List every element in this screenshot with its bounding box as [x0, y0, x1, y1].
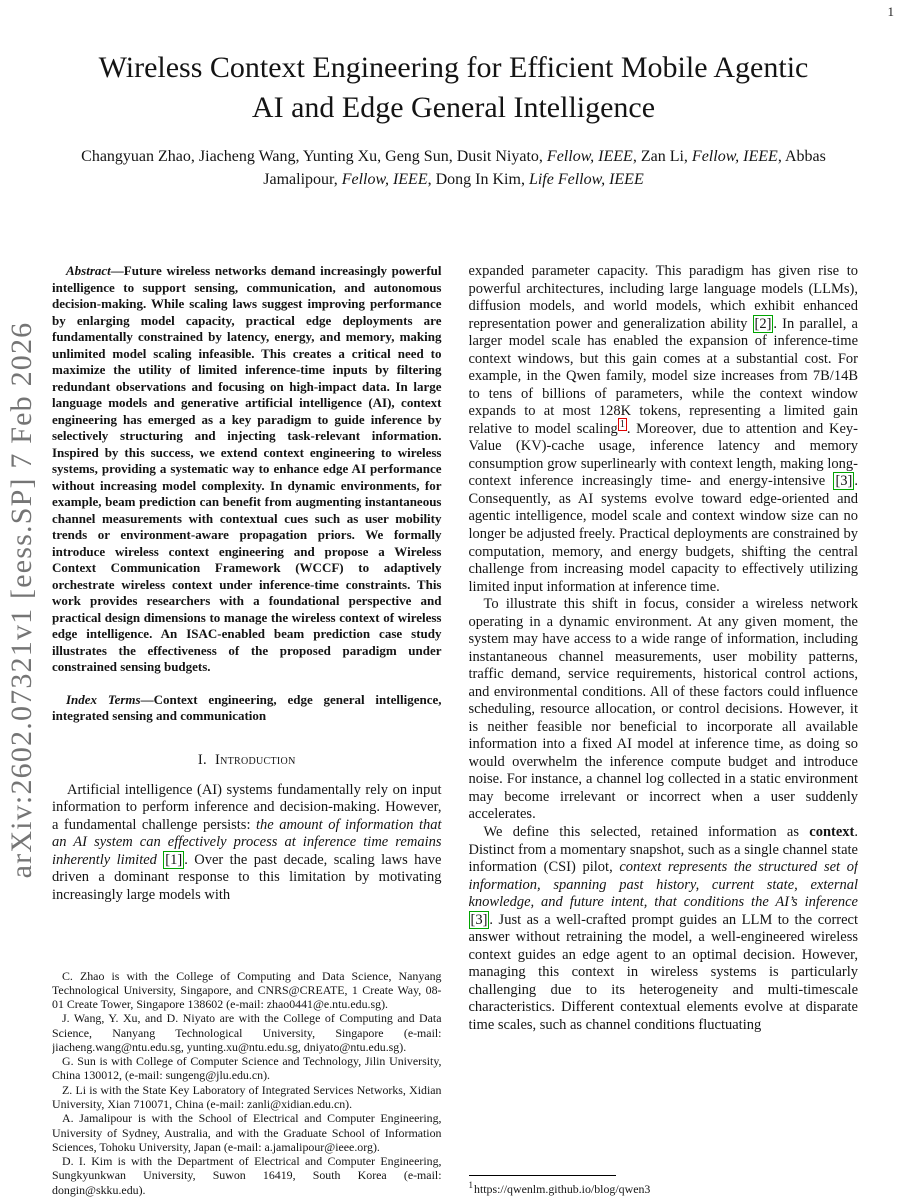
text-run: To illustrate this shift in focus, consider a wireless network operating in a dynamic environment. At any given moment, the system may have access to a wide range of information, including instantaneous channel measurements, user mobility patterns, traffic demand, service requirements, historical control actions, and environmental conditions. All of these factors could influence scheduling, resource allocation, or control decisions. However, it is neither feasible nor beneficial to incorporate all available information into a fixed AI model at inference time, as doing so would overwhelm the inference compute budget and introduce noise. For instance, a channel log collected in a static environment may become irrelevant or incorrect when a user suddenly accelerates. — [468, 596, 858, 823]
italic-text: the amount of information that an AI system can effectively process at inference time remains inherently limited — [52, 816, 442, 868]
footnote-block — [469, 1175, 859, 1197]
citation-link[interactable]: [2] — [754, 315, 772, 332]
text-run: expanded parameter capacity. This paradigm has given rise to powerful architectures, including large language models (LLMs), diffusion models, and world models, which exhibit enhanced representation power and generalization ability — [468, 263, 858, 332]
text-run: . Over the past decade, scaling laws have driven a dominant response to this limitation by motivating increasingly large models with — [52, 851, 442, 903]
intro-cont-paragraph-2 — [469, 596, 859, 824]
paper-title: Wireless Context Engineering for Efficient Mobile Agentic AI and Edge General Intelligence — [98, 51, 809, 124]
italic-text: context represents the structured set of information, spanning past history, current state, external knowledge, and future intent, that conditions the AI’s inference — [468, 859, 858, 911]
intro-cont-paragraph-1 — [469, 263, 859, 596]
footnote-url[interactable]: https://qwenlm.github.io/blog/qwen3 — [474, 1182, 651, 1196]
intro-cont-paragraph-3 — [469, 824, 859, 1034]
abstract-paragraph — [52, 263, 442, 676]
affiliation-note: D. I. Kim is with the Department of Electrical and Computer Engineering, Sungkyunkwan University, Suwon 16419, South Korea (e-mail: dongin@skku.edu). — [52, 1154, 442, 1197]
italic-text: Fellow, IEEE — [341, 170, 428, 188]
text-run: . In parallel, a larger model scale has enabled the expansion of inference-time context windows, but this gain comes at a substantial cost. For example, in the Qwen family, model size increases from 7B/14B to tens of billions of parameters, while the context window expands to at most 128K tokens, representing a limited gain relative to model scaling — [468, 315, 858, 437]
affiliation-note: C. Zhao is with the College of Computing and Data Science, Nanyang Technological University, Singapore, and CNRS@CREATE, 1 Create Way, 08-01 Create Tower, Singapore 138602 (e-mail: zhao0441@e.ntu.edu.sg). — [52, 968, 442, 1012]
author-list — [58, 145, 850, 191]
text-run: —Future wireless networks demand increasingly powerful intelligence to support sensing, communication, and autonomous decision-making. While scaling laws suggest improving performance by enlarging model capacity, practical edge deployments are fundamentally constrained by latency, energy, and memory, making unlimited model scaling infeasible. This creates a critical need to maximize the utility of limited inference-time inputs by filtering redundant observations and focusing on high-impact data. In large language models and generative artificial intelligence (AI), context engineering has emerged as a key paradigm to guide inference by selectively structuring and injecting task-relevant information. Inspired by this success, we extend context engineering to wireless systems, providing a systematic way to enhance edge AI performance without increasing model complexity. In dynamic environments, for example, beam prediction can benefit from augmenting instantaneous channel measurements with contextual cues such as user mobility trends or environment-aware propagation priors. We formally introduce wireless context engineering and propose a Wireless Context Communication Framework (WCCF) to adaptively orchestrate wireless context under inference-time constraints. This work provides researchers with a foundational perspective and practical design dimensions to manage the wireless context of wireless edge intelligence. An ISAC-enabled beam prediction case study illustrates the effectiveness of the proposed paradigm under constrained sensing budgets. — [52, 263, 442, 674]
page-number: 1 — [887, 4, 894, 19]
bold-italic-text: Abstract — [66, 263, 111, 278]
footnote — [469, 1180, 859, 1197]
column-left — [52, 263, 442, 1197]
italic-text: Life Fellow, IEEE — [528, 170, 644, 188]
text-run: . Consequently, as AI systems evolve toward edge-oriented and agentic intelligence, model scale and context window size can no longer be adjusted freely. Practical deployments are constrained by computation, memory, and energy budgets, shifting the central challenge from increasing model capacity to effectively utilizing limited input information at inference time. — [468, 473, 858, 595]
text-run: . Moreover, due to attention and Key-Value (KV)-cache usage, inference latency and memory consumption grow superlinearly with context length, making long-context inference increasingly time- and energy-intensive — [468, 420, 858, 490]
footnote-divider — [469, 1175, 616, 1176]
affiliation-note: A. Jamalipour is with the School of Electrical and Computer Engineering, University of Sydney, Australia, and with the Graduate School of Information Sciences, Tohoku University, Japan (e-mail: a.jamalipour@ieee.org). — [52, 1111, 442, 1154]
text-run: . Distinct from a momentary snapshot, such as a single channel state information (CSI) pilot, — [468, 824, 858, 876]
italic-text: Fellow, IEEE — [546, 147, 633, 165]
author-affiliations — [52, 969, 442, 1198]
text-run: . Just as a well-crafted prompt guides an LLM to the correct answer without retraining the model, a well-engineered wireless context guides an edge agent to an optimal decision. However, managing this context in wireless systems is particularly challenging due to its heterogeneity and multi-timescale characteristics. Different contextual elements evolve at disparate time scales, such as channel conditions fluctuating — [468, 911, 858, 1033]
two-column-body — [52, 263, 858, 1197]
arxiv-watermark: arXiv:2602.07321v1 [eess.SP] 7 Feb 2026 — [5, 321, 38, 879]
text-run: , Dong In Kim, — [427, 170, 529, 188]
section-title: Introduction — [214, 751, 296, 768]
intro-paragraph-1 — [52, 782, 442, 905]
affiliation-note: J. Wang, Y. Xu, and D. Niyato are with the College of Computing and Data Science, Nanyang Technological University, Singapore (e-mail: jiacheng.wang@ntu.edu.sg, yunting.xu@ntu.edu.sg, dniyato@ntu.edu.sg). — [52, 1011, 442, 1054]
index-terms — [52, 692, 442, 725]
section-heading-introduction — [52, 752, 442, 769]
citation-link[interactable]: [1] — [165, 851, 183, 868]
footnote-marker: 1 — [468, 1180, 473, 1191]
italic-text: Fellow, IEEE — [691, 147, 778, 165]
footnote-ref[interactable]: 1 — [619, 418, 625, 430]
text-run: Artificial intelligence (AI) systems fundamentally rely on input information to perform inference and decision-making. However, a fundamental challenge persists: — [52, 781, 442, 833]
text-run: , Abbas Jamalipour, — [263, 147, 826, 188]
affiliation-note: G. Sun is with College of Computer Science and Technology, Jilin University, China 130012, (e-mail: sungeng@jlu.edu.cn). — [52, 1054, 442, 1083]
citation-link[interactable]: [3] — [470, 911, 488, 928]
column-right — [469, 263, 859, 1197]
affiliation-note: Z. Li is with the State Key Laboratory of Integrated Services Networks, Xidian University, Xian 710071, China (e-mail: zanli@xidian.edu.cn). — [52, 1082, 442, 1112]
bold-text: context — [809, 824, 855, 840]
text-run: Changyuan Zhao, Jiacheng Wang, Yunting Xu, Geng Sun, Dusit Niyato, — [81, 147, 547, 165]
text-run: We define this selected, retained information as — [483, 824, 810, 840]
section-number: I. — [197, 751, 207, 768]
bold-italic-text: Index Terms — [66, 691, 141, 707]
text-run: , Zan Li, — [632, 147, 692, 165]
citation-link[interactable]: [3] — [835, 473, 853, 490]
text-run: —Context engineering, edge general intelligence, integrated sensing and communication — [52, 691, 442, 723]
